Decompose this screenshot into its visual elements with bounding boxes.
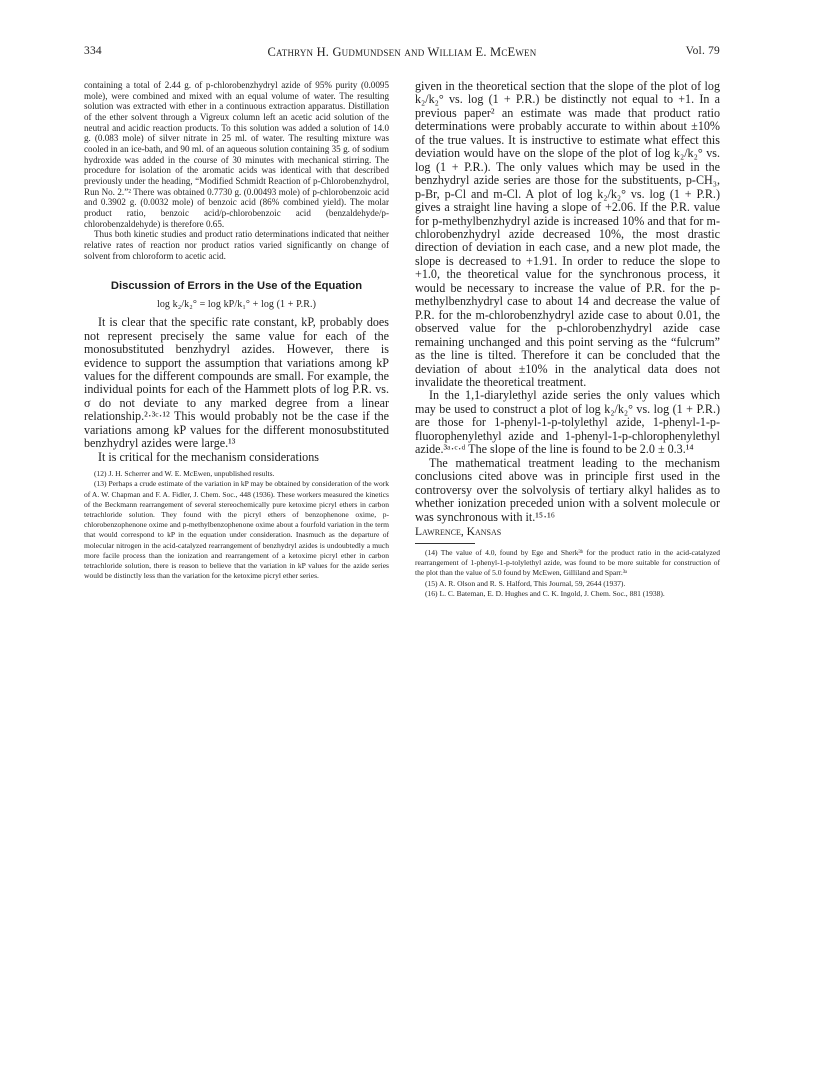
footnote-divider bbox=[415, 543, 475, 544]
footnote: (14) The value of 4.0, found by Ege and Sherk³ᵇ for the product ratio in the acid-catalyzed rearrangement of 1-phenyl-1-p-tolylethyl azide, was found to be more suitable for construction of the plot than the value of 5.0 found by McEwen, Gilliland and Sparr.³ᵃ bbox=[415, 547, 720, 578]
footnote: (15) A. R. Olson and R. S. Halford, This Journal, 59, 2644 (1937). bbox=[425, 578, 626, 588]
footnotes bbox=[415, 548, 720, 599]
body-paragraph: given in the theoretical section that the slope of the plot of log k₂/k₂° vs. log (1 + P.R.) be distinctly not equal to +1. In a previous paper² an estimate was made that product ratio determinations were probably accurate to within about ±10% of the true values. It is instructive to estimate what effect this deviation would have on the slope of the plot of log k₂/k₂° vs. log (1 + P.R.). The only values which may be used in the benzhydryl azide series are those for the substituents, p-CH₃, p-Br, p-Cl and m-Cl. A plot of log k₂/k₂° vs. log (1 + P.R.) gives a straight line having a slope of +2.06. If the P.R. value for p-methylbenzhydryl azide is increased 10% and that for m-chlorobenzhydryl azide decreased 10%, the most drastic direction of deviation in each case, and a new plot made, the slope is decreased to +1.91. In order to reduce the slope to +1.0, the theoretical value for the synchronous process, it would be necessary to increase the value of P.R. for the p-methylbenzhydryl case to about 14 and decrease the value of P.R. for the m-chlorobenzhydryl azide case to about 0.01, the observed value for the p-chlorobenzhydryl azide case remaining unchanged and this point serving as the “fulcrum” as the line is tilted. Therefore it can be concluded that the deviation of about ±10% in the analytical data does not invalidate the theoretical treatment. bbox=[415, 79, 720, 389]
section-heading: Discussion of Errors in the Use of the Equation bbox=[110, 280, 363, 293]
footnote: (12) J. H. Scherrer and W. E. McEwen, unpublished results. bbox=[94, 469, 275, 479]
experimental-text bbox=[84, 80, 389, 261]
footnote: (16) L. C. Bateman, E. D. Hughes and C. K. Ingold, J. Chem. Soc., 881 (1938). bbox=[425, 588, 665, 598]
equation: log k₂/k₂° = log kP/k₁° + log (1 + P.R.) bbox=[156, 299, 317, 311]
location-signature: Lawrence, Kansas bbox=[415, 525, 502, 538]
running-title: Cathryn H. Gudmundsen and William E. McEwen bbox=[267, 45, 537, 59]
body-paragraph: It is clear that the specific rate constant, kP, probably does not represent precisely the same value for each of the monosubstituted benzhydryl azides. However, there is evidence to support the assumption that variations among kP values for the different compounds are small. For example, the individual points for each of the Hammett plots of log P.R. vs. σ do not deviate to any marked degree from a linear relationship.²·³ᶜ·¹² This would probably not be the case if the variations among kP values for the different monosubstituted benzhydryl azides were large.¹³ bbox=[84, 315, 389, 451]
footnotes bbox=[84, 469, 389, 581]
body-paragraph: The mathematical treatment leading to the mechanism conclusions cited above was in principle first used in the controversy over the solvolysis of tertiary alkyl halides as to whether ionization preceded union with a solvent molecule or was synchronous with it.¹⁵·¹⁶ bbox=[415, 455, 720, 524]
discussion-text bbox=[84, 316, 389, 464]
left-column bbox=[84, 80, 389, 581]
discussion-text-continued bbox=[415, 80, 720, 524]
running-header bbox=[84, 45, 720, 63]
page-number: 334 bbox=[84, 45, 102, 57]
body-paragraph: It is critical for the mechanism considerations bbox=[98, 449, 319, 464]
experimental-paragraph: containing a total of 2.44 g. of p-chlorobenzhydryl azide of 95% purity (0.0095 mole), were combined and mixed with an equal volume of water. The resulting solution was extracted with ether in a continuous extraction apparatus. Distillation of the ether solvent through a Vigreux column left an acetic acid solution of the neutral and acidic reaction products. To this solution was added a solution of 14.0 g. (0.083 mole) of silver nitrate in 25 ml. of water. The resulting mixture was cooled in an ice-bath, and 90 ml. of an aqueous solution containing 35 g. of sodium hydroxide was added in the course of 30 minutes with mechanical stirring. The procedure for isolation of the aromatic acids was identical with that described previously under the heading, “Modified Schmidt Reaction of p-Chlorobenzhydrol, Run No. 2.”² There was obtained 0.7730 g. (0.00493 mole) of p-chlorobenzoic acid and 0.3902 g. (0.0032 mole) of benzoic acid (86% combined yield). The molar product ratio, benzoic acid/p-chlorobenzoic acid (benzaldehyde/p-chlorobenzaldehyde) is therefore 0.65. bbox=[84, 80, 389, 229]
body-paragraph: In the 1,1-diarylethyl azide series the only values which may be used to construct a plot of log k₂/k₂° vs. log (1 + P.R.) are those for 1-phenyl-1-p-tolylethyl azide, 1-phenyl-1-p-fluorophenylethyl azide and 1-phenyl-1-p-chlorophenylethyl azide.³ᵃ·ᶜ·ᵈ The slope of the line is found to be 2.0 ± 0.3.¹⁴ bbox=[415, 388, 720, 457]
footnote: (13) Perhaps a crude estimate of the variation in kP may be obtained by consideration of the work of A. W. Chapman and F. A. Fidler, J. Chem. Soc., 448 (1936). These workers measured the kinetics of the Beckmann rearrangement of several stereochemically pure ketoxime picryl ethers in carbon tetrachloride solution. They found with the picryl ethers of benzophenone oxime, p-chlorobenzophenone oxime and p-methylbenzophenone oxime about a fourfold variation in the term that would correspond to kP in the equation under consideration. Inasmuch as the departure of molecular nitrogen in the acid-catalyzed rearrangement of benzhydryl azides is undoubtedly a much more facile process than the ionization and rearrangement of a ketoxime picryl ether in carbon tetrachloride solution, there is reason to believe that the variation in kP values for the azide series would be distinctly less than the variation for the ketoxime picryl ether series. bbox=[84, 479, 390, 581]
volume-label: Vol. 79 bbox=[685, 45, 720, 57]
experimental-paragraph: Thus both kinetic studies and product ratio determinations indicated that neither relative rates of reaction nor product ratios varied significantly on change of solvent from chloroform to acetic acid. bbox=[84, 229, 389, 261]
right-column bbox=[415, 80, 720, 599]
